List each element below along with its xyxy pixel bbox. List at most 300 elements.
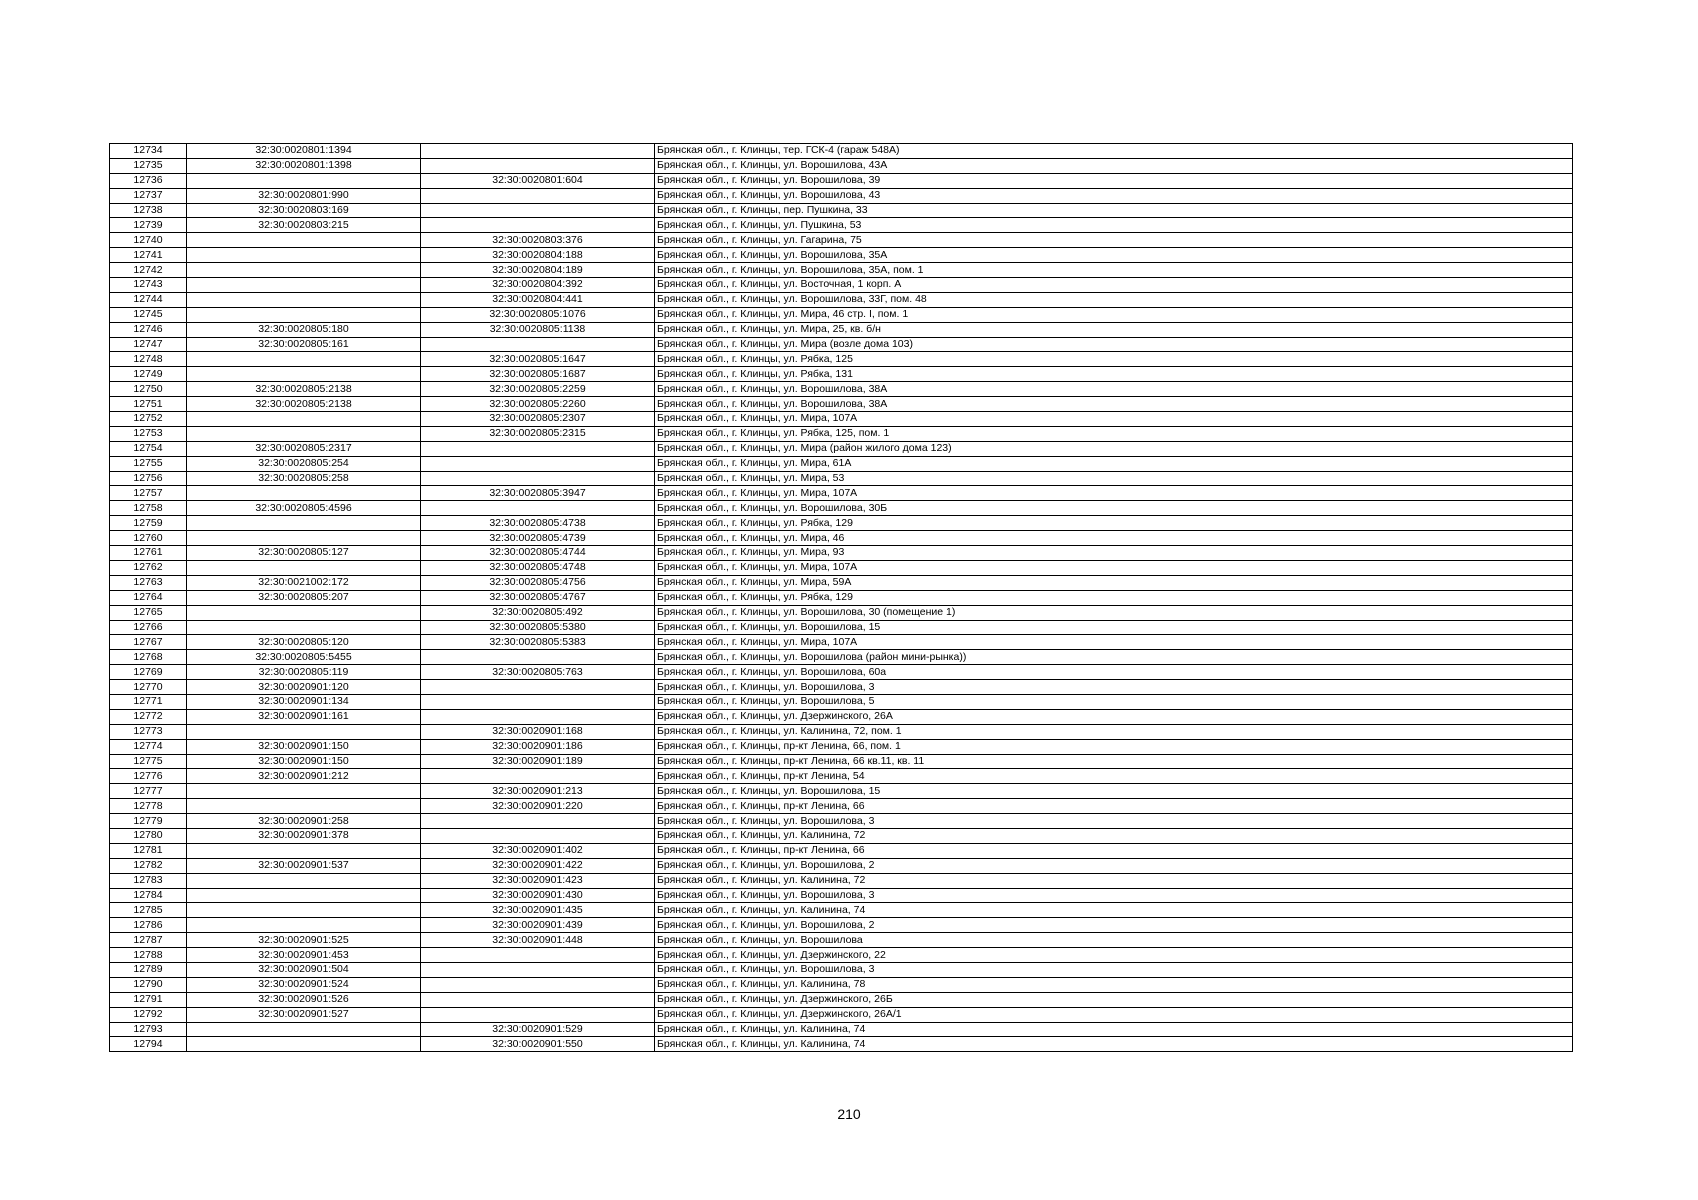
address-cell: Брянская обл., г. Клинцы, ул. Рябка, 125, пом. 1: [655, 426, 1573, 441]
row-number-cell: 12754: [110, 441, 187, 456]
related-cadastral-number-cell: [421, 680, 655, 695]
row-number-cell: 12766: [110, 620, 187, 635]
cadastral-number-cell: [187, 292, 421, 307]
address-cell: Брянская обл., г. Клинцы, ул. Мира, 59А: [655, 575, 1573, 590]
cadastral-number-cell: 32:30:0020801:990: [187, 188, 421, 203]
related-cadastral-number-cell: [421, 694, 655, 709]
address-cell: Брянская обл., г. Клинцы, ул. Калинина, 72, пом. 1: [655, 724, 1573, 739]
address-cell: Брянская обл., г. Клинцы, ул. Мира, 93: [655, 546, 1573, 561]
row-number-cell: 12787: [110, 933, 187, 948]
cadastral-number-cell: [187, 248, 421, 263]
cadastral-number-cell: [187, 843, 421, 858]
cadastral-number-cell: 32:30:0020803:215: [187, 218, 421, 233]
address-cell: Брянская обл., г. Клинцы, ул. Ворошилова, 5: [655, 694, 1573, 709]
table-row: [110, 337, 1573, 352]
related-cadastral-number-cell: 32:30:0020901:186: [421, 739, 655, 754]
related-cadastral-number-cell: [421, 828, 655, 843]
cadastral-number-cell: 32:30:0020805:207: [187, 590, 421, 605]
row-number-cell: 12772: [110, 709, 187, 724]
table-row: [110, 575, 1573, 590]
related-cadastral-number-cell: 32:30:0020805:4748: [421, 560, 655, 575]
cadastral-number-cell: [187, 486, 421, 501]
address-cell: Брянская обл., г. Клинцы, ул. Мира (район жилого дома 123): [655, 441, 1573, 456]
table-row: [110, 412, 1573, 427]
row-number-cell: 12773: [110, 724, 187, 739]
table-row: [110, 620, 1573, 635]
table-row: [110, 962, 1573, 977]
cadastral-number-cell: 32:30:0020805:119: [187, 665, 421, 680]
cadastral-number-cell: [187, 307, 421, 322]
table-row: [110, 635, 1573, 650]
cadastral-number-cell: 32:30:0020901:526: [187, 992, 421, 1007]
row-number-cell: 12781: [110, 843, 187, 858]
cadastral-number-cell: 32:30:0020901:134: [187, 694, 421, 709]
related-cadastral-number-cell: [421, 650, 655, 665]
related-cadastral-number-cell: 32:30:0020805:2260: [421, 397, 655, 412]
row-number-cell: 12752: [110, 412, 187, 427]
table-row: [110, 784, 1573, 799]
cadastral-number-cell: [187, 873, 421, 888]
cadastral-number-cell: [187, 1037, 421, 1052]
row-number-cell: 12742: [110, 263, 187, 278]
cadastral-number-cell: [187, 724, 421, 739]
related-cadastral-number-cell: [421, 337, 655, 352]
cadastral-number-cell: 32:30:0020801:1394: [187, 144, 421, 159]
row-number-cell: 12755: [110, 456, 187, 471]
address-cell: Брянская обл., г. Клинцы, ул. Ворошилова: [655, 933, 1573, 948]
table-row: [110, 426, 1573, 441]
address-cell: Брянская обл., г. Клинцы, ул. Калинина, 74: [655, 903, 1573, 918]
cadastral-number-cell: [187, 426, 421, 441]
row-number-cell: 12739: [110, 218, 187, 233]
related-cadastral-number-cell: 32:30:0020805:4756: [421, 575, 655, 590]
table-row: [110, 292, 1573, 307]
row-number-cell: 12779: [110, 814, 187, 829]
table-row: [110, 546, 1573, 561]
address-cell: Брянская обл., г. Клинцы, ул. Ворошилова, 43: [655, 188, 1573, 203]
related-cadastral-number-cell: [421, 158, 655, 173]
row-number-cell: 12741: [110, 248, 187, 263]
related-cadastral-number-cell: 32:30:0020901:439: [421, 918, 655, 933]
cadastral-number-cell: 32:30:0020805:2138: [187, 382, 421, 397]
table-row: [110, 754, 1573, 769]
related-cadastral-number-cell: 32:30:0020805:763: [421, 665, 655, 680]
registry-table: [109, 143, 1573, 1052]
row-number-cell: 12776: [110, 769, 187, 784]
table-row: [110, 531, 1573, 546]
cadastral-number-cell: [187, 233, 421, 248]
address-cell: Брянская обл., г. Клинцы, ул. Дзержинского, 26Б: [655, 992, 1573, 1007]
row-number-cell: 12758: [110, 501, 187, 516]
cadastral-number-cell: 32:30:0020901:258: [187, 814, 421, 829]
table-row: [110, 367, 1573, 382]
address-cell: Брянская обл., г. Клинцы, ул. Пушкина, 53: [655, 218, 1573, 233]
address-cell: Брянская обл., г. Клинцы, ул. Рябка, 129: [655, 516, 1573, 531]
address-cell: Брянская обл., г. Клинцы, ул. Рябка, 125: [655, 352, 1573, 367]
table-row: [110, 665, 1573, 680]
table-row: [110, 948, 1573, 963]
address-cell: Брянская обл., г. Клинцы, ул. Ворошилова, 3: [655, 962, 1573, 977]
related-cadastral-number-cell: [421, 456, 655, 471]
cadastral-number-cell: [187, 278, 421, 293]
table-row: [110, 1022, 1573, 1037]
related-cadastral-number-cell: 32:30:0020805:2259: [421, 382, 655, 397]
table-row: [110, 456, 1573, 471]
address-cell: Брянская обл., г. Клинцы, ул. Дзержинского, 26А/1: [655, 1007, 1573, 1022]
row-number-cell: 12778: [110, 799, 187, 814]
cadastral-number-cell: 32:30:0020805:120: [187, 635, 421, 650]
table-row: [110, 233, 1573, 248]
row-number-cell: 12784: [110, 888, 187, 903]
table-row: [110, 814, 1573, 829]
table-row: [110, 694, 1573, 709]
table-row: [110, 843, 1573, 858]
related-cadastral-number-cell: 32:30:0020805:492: [421, 605, 655, 620]
address-cell: Брянская обл., г. Клинцы, ул. Ворошилова, 43А: [655, 158, 1573, 173]
cadastral-number-cell: [187, 560, 421, 575]
table-row: [110, 769, 1573, 784]
address-cell: Брянская обл., г. Клинцы, ул. Калинина, 74: [655, 1022, 1573, 1037]
address-cell: Брянская обл., г. Клинцы, ул. Ворошилова, 35А, пом. 1: [655, 263, 1573, 278]
address-cell: Брянская обл., г. Клинцы, ул. Ворошилова, 3: [655, 888, 1573, 903]
related-cadastral-number-cell: [421, 948, 655, 963]
related-cadastral-number-cell: 32:30:0020803:376: [421, 233, 655, 248]
row-number-cell: 12782: [110, 858, 187, 873]
row-number-cell: 12753: [110, 426, 187, 441]
row-number-cell: 12762: [110, 560, 187, 575]
address-cell: Брянская обл., г. Клинцы, ул. Ворошилова, 39: [655, 173, 1573, 188]
address-cell: Брянская обл., г. Клинцы, ул. Ворошилова (район мини-рынка)): [655, 650, 1573, 665]
cadastral-number-cell: [187, 605, 421, 620]
cadastral-number-cell: [187, 620, 421, 635]
address-cell: Брянская обл., г. Клинцы, ул. Гагарина, 75: [655, 233, 1573, 248]
related-cadastral-number-cell: 32:30:0020801:604: [421, 173, 655, 188]
related-cadastral-number-cell: [421, 992, 655, 1007]
registry-table-body: [110, 144, 1573, 1052]
table-row: [110, 680, 1573, 695]
related-cadastral-number-cell: 32:30:0020901:213: [421, 784, 655, 799]
row-number-cell: 12791: [110, 992, 187, 1007]
related-cadastral-number-cell: [421, 977, 655, 992]
address-cell: Брянская обл., г. Клинцы, ул. Рябка, 131: [655, 367, 1573, 382]
address-cell: Брянская обл., г. Клинцы, ул. Мира (возле дома 103): [655, 337, 1573, 352]
related-cadastral-number-cell: 32:30:0020805:1138: [421, 322, 655, 337]
address-cell: Брянская обл., г. Клинцы, ул. Дзержинского, 22: [655, 948, 1573, 963]
related-cadastral-number-cell: [421, 1007, 655, 1022]
table-row: [110, 903, 1573, 918]
cadastral-number-cell: 32:30:0020805:2317: [187, 441, 421, 456]
cadastral-number-cell: 32:30:0020805:2138: [187, 397, 421, 412]
row-number-cell: 12757: [110, 486, 187, 501]
table-row: [110, 724, 1573, 739]
cadastral-number-cell: [187, 367, 421, 382]
cadastral-number-cell: [187, 903, 421, 918]
table-row: [110, 188, 1573, 203]
table-row: [110, 441, 1573, 456]
cadastral-number-cell: 32:30:0020901:212: [187, 769, 421, 784]
related-cadastral-number-cell: 32:30:0020901:168: [421, 724, 655, 739]
address-cell: Брянская обл., г. Клинцы, ул. Мира, 107А: [655, 560, 1573, 575]
row-number-cell: 12768: [110, 650, 187, 665]
cadastral-number-cell: [187, 1022, 421, 1037]
row-number-cell: 12785: [110, 903, 187, 918]
row-number-cell: 12740: [110, 233, 187, 248]
related-cadastral-number-cell: 32:30:0020805:4744: [421, 546, 655, 561]
table-row: [110, 352, 1573, 367]
table-row: [110, 590, 1573, 605]
cadastral-number-cell: 32:30:0020801:1398: [187, 158, 421, 173]
related-cadastral-number-cell: 32:30:0020805:5383: [421, 635, 655, 650]
table-row: [110, 203, 1573, 218]
cadastral-number-cell: [187, 516, 421, 531]
row-number-cell: 12775: [110, 754, 187, 769]
row-number-cell: 12780: [110, 828, 187, 843]
address-cell: Брянская обл., г. Клинцы, пр-кт Ленина, 66: [655, 843, 1573, 858]
table-row: [110, 173, 1573, 188]
address-cell: Брянская обл., г. Клинцы, ул. Ворошилова, 38А: [655, 397, 1573, 412]
related-cadastral-number-cell: [421, 188, 655, 203]
related-cadastral-number-cell: 32:30:0020804:188: [421, 248, 655, 263]
address-cell: Брянская обл., г. Клинцы, ул. Калинина, 72: [655, 873, 1573, 888]
row-number-cell: 12745: [110, 307, 187, 322]
cadastral-number-cell: 32:30:0020901:120: [187, 680, 421, 695]
address-cell: Брянская обл., г. Клинцы, ул. Ворошилова, 35А: [655, 248, 1573, 263]
related-cadastral-number-cell: 32:30:0020805:2307: [421, 412, 655, 427]
row-number-cell: 12763: [110, 575, 187, 590]
row-number-cell: 12789: [110, 962, 187, 977]
row-number-cell: 12792: [110, 1007, 187, 1022]
related-cadastral-number-cell: 32:30:0020901:529: [421, 1022, 655, 1037]
address-cell: Брянская обл., г. Клинцы, ул. Калинина, 74: [655, 1037, 1573, 1052]
table-row: [110, 933, 1573, 948]
related-cadastral-number-cell: [421, 471, 655, 486]
cadastral-number-cell: 32:30:0020901:161: [187, 709, 421, 724]
table-row: [110, 977, 1573, 992]
related-cadastral-number-cell: [421, 962, 655, 977]
cadastral-number-cell: [187, 784, 421, 799]
row-number-cell: 12764: [110, 590, 187, 605]
related-cadastral-number-cell: [421, 441, 655, 456]
row-number-cell: 12735: [110, 158, 187, 173]
cadastral-number-cell: 32:30:0020805:161: [187, 337, 421, 352]
table-row: [110, 918, 1573, 933]
cadastral-number-cell: 32:30:0020805:127: [187, 546, 421, 561]
cadastral-number-cell: 32:30:0020901:453: [187, 948, 421, 963]
row-number-cell: 12767: [110, 635, 187, 650]
address-cell: Брянская обл., г. Клинцы, ул. Ворошилова, 30Б: [655, 501, 1573, 516]
table-row: [110, 278, 1573, 293]
related-cadastral-number-cell: 32:30:0020805:1687: [421, 367, 655, 382]
row-number-cell: 12769: [110, 665, 187, 680]
row-number-cell: 12737: [110, 188, 187, 203]
row-number-cell: 12749: [110, 367, 187, 382]
related-cadastral-number-cell: 32:30:0020805:4739: [421, 531, 655, 546]
address-cell: Брянская обл., г. Клинцы, ул. Ворошилова, 15: [655, 784, 1573, 799]
row-number-cell: 12761: [110, 546, 187, 561]
address-cell: Брянская обл., г. Клинцы, ул. Мира, 107А: [655, 486, 1573, 501]
row-number-cell: 12748: [110, 352, 187, 367]
cadastral-number-cell: 32:30:0020901:524: [187, 977, 421, 992]
cadastral-number-cell: [187, 173, 421, 188]
address-cell: Брянская обл., г. Клинцы, ул. Ворошилова, 30 (помещение 1): [655, 605, 1573, 620]
address-cell: Брянская обл., г. Клинцы, ул. Ворошилова, 33Г, пом. 48: [655, 292, 1573, 307]
table-row: [110, 858, 1573, 873]
related-cadastral-number-cell: 32:30:0020805:3947: [421, 486, 655, 501]
cadastral-number-cell: [187, 263, 421, 278]
row-number-cell: 12751: [110, 397, 187, 412]
table-row: [110, 263, 1573, 278]
table-row: [110, 888, 1573, 903]
row-number-cell: 12788: [110, 948, 187, 963]
cadastral-number-cell: [187, 531, 421, 546]
row-number-cell: 12738: [110, 203, 187, 218]
row-number-cell: 12783: [110, 873, 187, 888]
related-cadastral-number-cell: 32:30:0020804:189: [421, 263, 655, 278]
row-number-cell: 12743: [110, 278, 187, 293]
cadastral-number-cell: 32:30:0020901:537: [187, 858, 421, 873]
address-cell: Брянская обл., г. Клинцы, ул. Мира, 107А: [655, 412, 1573, 427]
address-cell: Брянская обл., г. Клинцы, ул. Ворошилова, 2: [655, 918, 1573, 933]
table-row: [110, 516, 1573, 531]
address-cell: Брянская обл., г. Клинцы, ул. Мира, 25, кв. б/н: [655, 322, 1573, 337]
cadastral-number-cell: [187, 412, 421, 427]
related-cadastral-number-cell: [421, 218, 655, 233]
cadastral-number-cell: 32:30:0020805:258: [187, 471, 421, 486]
table-row: [110, 1007, 1573, 1022]
cadastral-number-cell: [187, 918, 421, 933]
table-row: [110, 605, 1573, 620]
row-number-cell: 12744: [110, 292, 187, 307]
table-row: [110, 144, 1573, 159]
table-row: [110, 709, 1573, 724]
related-cadastral-number-cell: 32:30:0020804:441: [421, 292, 655, 307]
related-cadastral-number-cell: 32:30:0020901:448: [421, 933, 655, 948]
cadastral-number-cell: [187, 888, 421, 903]
cadastral-number-cell: 32:30:0020901:504: [187, 962, 421, 977]
row-number-cell: 12777: [110, 784, 187, 799]
cadastral-number-cell: 32:30:0020901:150: [187, 739, 421, 754]
cadastral-number-cell: 32:30:0020901:525: [187, 933, 421, 948]
address-cell: Брянская обл., г. Клинцы, пр-кт Ленина, 66: [655, 799, 1573, 814]
related-cadastral-number-cell: 32:30:0020805:1647: [421, 352, 655, 367]
address-cell: Брянская обл., г. Клинцы, ул. Ворошилова, 38А: [655, 382, 1573, 397]
related-cadastral-number-cell: 32:30:0020805:4767: [421, 590, 655, 605]
row-number-cell: 12770: [110, 680, 187, 695]
address-cell: Брянская обл., г. Клинцы, ул. Ворошилова, 15: [655, 620, 1573, 635]
address-cell: Брянская обл., г. Клинцы, ул. Мира, 61А: [655, 456, 1573, 471]
cadastral-number-cell: 32:30:0020803:169: [187, 203, 421, 218]
table-row: [110, 739, 1573, 754]
table-row: [110, 486, 1573, 501]
row-number-cell: 12759: [110, 516, 187, 531]
address-cell: Брянская обл., г. Клинцы, пр-кт Ленина, 66 кв.11, кв. 11: [655, 754, 1573, 769]
cadastral-number-cell: 32:30:0020805:5455: [187, 650, 421, 665]
related-cadastral-number-cell: [421, 814, 655, 829]
table-row: [110, 992, 1573, 1007]
table-row: [110, 397, 1573, 412]
row-number-cell: 12765: [110, 605, 187, 620]
row-number-cell: 12736: [110, 173, 187, 188]
address-cell: Брянская обл., г. Клинцы, ул. Восточная, 1 корп. А: [655, 278, 1573, 293]
table-row: [110, 382, 1573, 397]
address-cell: Брянская обл., г. Клинцы, ул. Мира, 53: [655, 471, 1573, 486]
row-number-cell: 12771: [110, 694, 187, 709]
related-cadastral-number-cell: 32:30:0020901:422: [421, 858, 655, 873]
cadastral-number-cell: [187, 352, 421, 367]
cadastral-number-cell: 32:30:0020901:527: [187, 1007, 421, 1022]
address-cell: Брянская обл., г. Клинцы, пер. Пушкина, 33: [655, 203, 1573, 218]
related-cadastral-number-cell: [421, 203, 655, 218]
related-cadastral-number-cell: 32:30:0020901:423: [421, 873, 655, 888]
related-cadastral-number-cell: 32:30:0020804:392: [421, 278, 655, 293]
related-cadastral-number-cell: 32:30:0020901:430: [421, 888, 655, 903]
related-cadastral-number-cell: 32:30:0020901:402: [421, 843, 655, 858]
row-number-cell: 12750: [110, 382, 187, 397]
related-cadastral-number-cell: 32:30:0020901:220: [421, 799, 655, 814]
related-cadastral-number-cell: 32:30:0020805:5380: [421, 620, 655, 635]
related-cadastral-number-cell: 32:30:0020901:435: [421, 903, 655, 918]
cadastral-number-cell: 32:30:0020901:150: [187, 754, 421, 769]
related-cadastral-number-cell: [421, 144, 655, 159]
address-cell: Брянская обл., г. Клинцы, ул. Мира, 107А: [655, 635, 1573, 650]
row-number-cell: 12746: [110, 322, 187, 337]
address-cell: Брянская обл., г. Клинцы, ул. Мира, 46 стр. I, пом. 1: [655, 307, 1573, 322]
related-cadastral-number-cell: 32:30:0020805:4738: [421, 516, 655, 531]
table-row: [110, 799, 1573, 814]
related-cadastral-number-cell: [421, 769, 655, 784]
row-number-cell: 12747: [110, 337, 187, 352]
related-cadastral-number-cell: 32:30:0020805:2315: [421, 426, 655, 441]
table-row: [110, 218, 1573, 233]
related-cadastral-number-cell: 32:30:0020901:189: [421, 754, 655, 769]
related-cadastral-number-cell: 32:30:0020805:1076: [421, 307, 655, 322]
address-cell: Брянская обл., г. Клинцы, тер. ГСК-4 (гараж 548А): [655, 144, 1573, 159]
cadastral-number-cell: 32:30:0021002:172: [187, 575, 421, 590]
address-cell: Брянская обл., г. Клинцы, ул. Ворошилова, 3: [655, 680, 1573, 695]
cadastral-number-cell: 32:30:0020805:254: [187, 456, 421, 471]
related-cadastral-number-cell: [421, 501, 655, 516]
table-row: [110, 560, 1573, 575]
address-cell: Брянская обл., г. Клинцы, ул. Мира, 46: [655, 531, 1573, 546]
row-number-cell: 12794: [110, 1037, 187, 1052]
table-row: [110, 501, 1573, 516]
table-row: [110, 471, 1573, 486]
table-row: [110, 158, 1573, 173]
cadastral-number-cell: 32:30:0020805:180: [187, 322, 421, 337]
table-row: [110, 650, 1573, 665]
address-cell: Брянская обл., г. Клинцы, ул. Ворошилова, 3: [655, 814, 1573, 829]
row-number-cell: 12734: [110, 144, 187, 159]
address-cell: Брянская обл., г. Клинцы, ул. Ворошилова, 2: [655, 858, 1573, 873]
table-row: [110, 307, 1573, 322]
row-number-cell: 12786: [110, 918, 187, 933]
table-row: [110, 873, 1573, 888]
related-cadastral-number-cell: [421, 709, 655, 724]
table-row: [110, 828, 1573, 843]
table-row: [110, 1037, 1573, 1052]
cadastral-number-cell: 32:30:0020805:4596: [187, 501, 421, 516]
row-number-cell: 12790: [110, 977, 187, 992]
address-cell: Брянская обл., г. Клинцы, ул. Калинина, 78: [655, 977, 1573, 992]
address-cell: Брянская обл., г. Клинцы, пр-кт Ленина, 66, пом. 1: [655, 739, 1573, 754]
address-cell: Брянская обл., г. Клинцы, ул. Ворошилова, 60а: [655, 665, 1573, 680]
address-cell: Брянская обл., г. Клинцы, ул. Калинина, 72: [655, 828, 1573, 843]
cadastral-number-cell: [187, 799, 421, 814]
table-row: [110, 322, 1573, 337]
table-row: [110, 248, 1573, 263]
page-number: 210: [837, 1106, 861, 1122]
address-cell: Брянская обл., г. Клинцы, ул. Дзержинского, 26А: [655, 709, 1573, 724]
